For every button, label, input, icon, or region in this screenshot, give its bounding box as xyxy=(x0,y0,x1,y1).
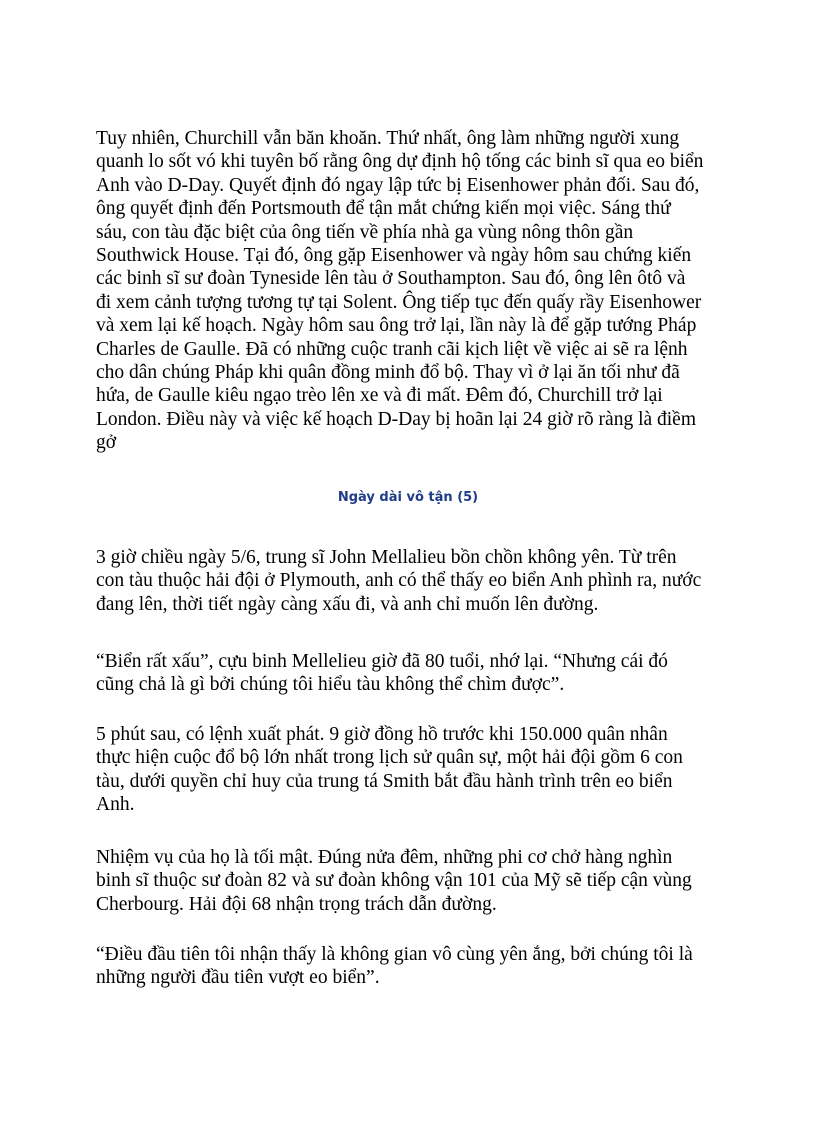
text-line: cho dân chúng Pháp khi quân đồng minh đổ bộ. Thay vì ở lại ăn tối như đã xyxy=(96,362,680,384)
text-line: Anh vào D-Day. Quyết định đó ngay lập tức bị Eisenhower phản đối. Sau đó, xyxy=(96,174,700,196)
text-line: Anh. xyxy=(96,794,135,816)
text-line: “Biển rất xấu”, cựu binh Mellelieu giờ đã 80 tuổi, nhớ lại. “Nhưng cái đó xyxy=(96,651,668,672)
text-line: cũng chả là gì bởi chúng tôi hiểu tàu không thể chìm được”. xyxy=(96,674,565,696)
text-line: thực hiện cuộc đổ bộ lớn nhất trong lịch sử quân sự, một hải đội gồm 6 con xyxy=(96,747,683,769)
text-line: đi xem cảnh tượng tương tự tại Solent. Ông tiếp tục đến quấy rầy Eisenhower xyxy=(96,291,702,313)
text-line: “Điều đầu tiên tôi nhận thấy là không gian vô cùng yên ắng, bởi chúng tôi là xyxy=(96,944,693,965)
text-line: London. Điều này và việc kế hoạch D-Day bị hoãn lại 24 giờ rõ ràng là điềm xyxy=(96,408,697,430)
text-line: 3 giờ chiều ngày 5/6, trung sĩ John Mellalieu bồn chồn không yên. Từ trên xyxy=(96,547,677,568)
text-line: Tuy nhiên, Churchill vẫn băn khoăn. Thứ nhất, ông làm những người xung xyxy=(96,128,680,149)
text-line: gở xyxy=(96,432,117,454)
text-line: 5 phút sau, có lệnh xuất phát. 9 giờ đồng hồ trước khi 150.000 quân nhân xyxy=(96,724,668,745)
text-line: và xem lại kế hoạch. Ngày hôm sau ông trở lại, lần này là để gặp tướng Pháp xyxy=(96,315,697,337)
paragraph-2 xyxy=(96,650,736,697)
text-line: Cherbourg. Hải đội 68 nhận trọng trách dẫn đường. xyxy=(96,893,497,915)
paragraph-5 xyxy=(96,943,736,990)
paragraph-1 xyxy=(96,546,736,616)
intro-paragraph xyxy=(96,127,736,455)
text-line: Nhiệm vụ của họ là tối mật. Đúng nửa đêm, những phi cơ chở hàng nghìn xyxy=(96,847,673,868)
text-line: các binh sĩ sư đoàn Tyneside lên tàu ở Southampton. Sau đó, ông lên ôtô và xyxy=(96,268,686,290)
text-line: tàu, dưới quyền chỉ huy của trung tá Smith bắt đầu hành trình trên eo biển xyxy=(96,770,673,792)
paragraph-3 xyxy=(96,723,736,817)
text-line: những người đầu tiên vượt eo biển”. xyxy=(96,967,380,989)
text-line: binh sĩ thuộc sư đoàn 82 và sư đoàn không vận 101 của Mỹ sẽ tiếp cận vùng xyxy=(96,870,692,892)
text-line: Charles de Gaulle. Đã có những cuộc tranh cãi kịch liệt về việc ai sẽ ra lệnh xyxy=(96,338,688,360)
text-line: Southwick House. Tại đó, ông gặp Eisenhower và ngày hôm sau chứng kiến xyxy=(96,245,692,267)
text-line: sáu, con tàu đặc biệt của ông tiến về phía nhà ga vùng nông thôn gần xyxy=(96,221,634,243)
paragraph-4 xyxy=(96,846,736,916)
text-line: con tàu thuộc hải đội ở Plymouth, anh có thể thấy eo biển Anh phình ra, nước xyxy=(96,570,702,592)
text-line: quanh lo sốt vó khi tuyên bố rằng ông dự định hộ tống các binh sĩ qua eo biển xyxy=(96,151,704,173)
text-line: hứa, de Gaulle kiêu ngạo trèo lên xe và đi mất. Đêm đó, Churchill trở lại xyxy=(96,385,663,407)
section-heading: Ngày dài vô tận (5) xyxy=(337,490,479,505)
text-line: ông quyết định đến Portsmouth để tận mắt chứng kiến mọi việc. Sáng thứ xyxy=(96,198,671,220)
text-line: đang lên, thời tiết ngày càng xấu đi, và anh chỉ muốn lên đường. xyxy=(96,593,599,615)
